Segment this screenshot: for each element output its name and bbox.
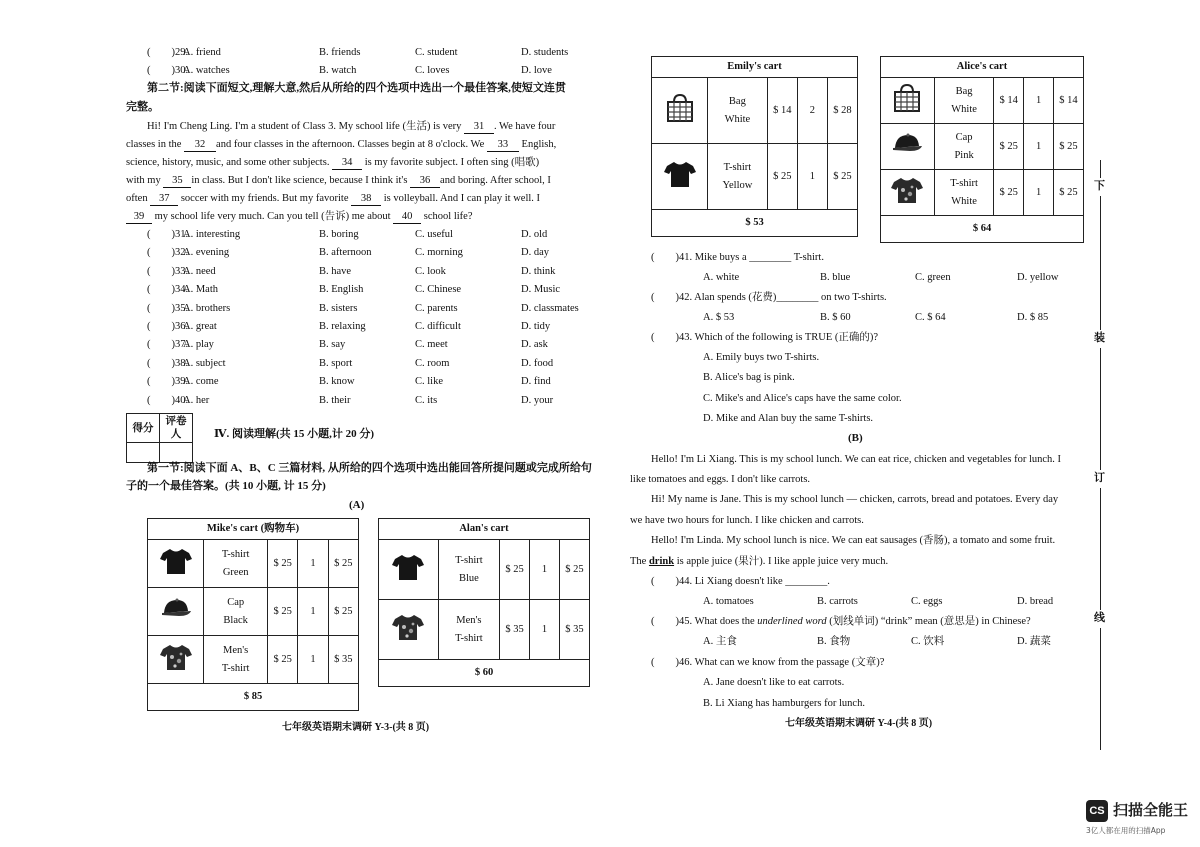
option-d: D. classmates [521, 302, 579, 314]
watermark-subtitle: 3亿人都在用的扫描App [1086, 826, 1166, 835]
cart-row [881, 170, 1084, 216]
item-name: Cap Black [204, 588, 268, 636]
score-label: 得分 [127, 414, 160, 443]
binding-line [1100, 160, 1101, 750]
question-46-stem: ( )46. What can we know from the passage (文章)? [651, 657, 885, 668]
option-d: D. food [521, 357, 554, 369]
blank-40: 40 [393, 210, 421, 224]
option-b: B. sisters [319, 302, 358, 314]
question-number: ( )39. [147, 376, 189, 388]
item-price: $ 25 [500, 540, 530, 600]
binding-char: 订 [1094, 470, 1105, 488]
mike-cart-table [147, 518, 359, 711]
question-number: ( )38. [147, 357, 189, 369]
option-c: C. morning [415, 247, 463, 259]
item-subtotal: $ 35 [328, 636, 358, 684]
item-subtotal: $ 25 [328, 588, 358, 636]
question-42-stem: ( )42. Alan spends (花费)________ on two T-shirts. [651, 292, 887, 303]
option-text: D. Mike and Alan buy the same T-shirts. [703, 413, 874, 424]
item-price: $ 35 [500, 600, 530, 660]
item-subtotal: $ 35 [559, 600, 589, 660]
bag-icon [890, 83, 924, 117]
cart-row [881, 124, 1084, 170]
option-c: C. parents [415, 302, 458, 314]
option-a: A. Math [183, 284, 218, 296]
question-row [147, 228, 607, 242]
passage-line: Hi! My name is Jane. This is my school lunch — chicken, carrots, bread and potatoes. Every day [651, 494, 1059, 505]
passage-line: like tomatoes and eggs. I don't like carrots. [630, 474, 811, 485]
question-row: ( )29. A. friend B. friends C. student D. students [147, 47, 569, 58]
question-row [147, 357, 607, 371]
tshirt-icon [391, 552, 425, 586]
item-name: T-shirt Green [204, 540, 268, 588]
item-name: Cap Pink [934, 124, 993, 170]
option-a: A. interesting [183, 229, 241, 240]
question-row [147, 320, 607, 334]
score-cell[interactable] [127, 443, 160, 463]
tshirt-pattern-icon [391, 612, 425, 646]
option-c: C. Chinese [415, 284, 462, 296]
blank-32: 32 [184, 138, 216, 152]
item-quantity: 1 [1024, 124, 1054, 170]
option-a: A. great [183, 321, 217, 332]
option-a: A. need [183, 265, 216, 277]
question-45-stem: ( )45. What does the underlined word (划线单词) “drink” mean (意思是) in Chinese? [651, 616, 1031, 627]
blank-35: 35 [163, 174, 191, 188]
item-quantity: 1 [530, 600, 560, 660]
option-c: C. meet [415, 339, 448, 351]
question-45-options: A. 主食 B. 食物 C. 饮料 D. 蔬菜 [703, 636, 1051, 647]
option-d: D. day [521, 247, 549, 259]
item-quantity: 1 [797, 144, 827, 210]
cart-row [652, 78, 858, 144]
option-b: B. afternoon [319, 247, 372, 259]
blank-33: 33 [487, 138, 519, 152]
option-c: C. room [415, 357, 450, 369]
blank-38: 38 [351, 192, 381, 206]
question-row [147, 246, 607, 260]
item-quantity: 1 [298, 588, 328, 636]
option-d: D. ask [521, 339, 548, 351]
score-box [126, 413, 193, 463]
option-b: B. English [319, 284, 364, 296]
option-b: B. relaxing [319, 321, 366, 332]
cart-row [881, 78, 1084, 124]
option-b: B. sport [319, 357, 353, 369]
section-instruction: 子的一个最佳答案。(共 10 小题, 计 15 分) [126, 480, 326, 492]
cart-total: $ 60 [379, 660, 590, 687]
cart-title: Mike's cart (购物车) [148, 519, 359, 540]
passage-line: Hello! I'm Li Xiang. This is my school lunch. We can eat rice, chicken and vegetables for lunch. I [651, 454, 1062, 465]
option-b: B. their [319, 394, 351, 406]
blank-36: 36 [410, 174, 440, 188]
item-quantity: 1 [298, 540, 328, 588]
item-subtotal: $ 28 [827, 78, 857, 144]
question-44-options: A. tomatoes B. carrots C. eggs D. bread [703, 596, 1054, 607]
passage-label-b: (B) [848, 432, 863, 444]
item-price: $ 25 [994, 124, 1024, 170]
alan-cart-table [378, 518, 590, 687]
binding-char: 装 [1094, 330, 1105, 348]
option-d: D. old [521, 229, 548, 240]
underlined-word: drink [648, 556, 675, 567]
blank-37: 37 [150, 192, 178, 206]
passage-label-a: (A) [349, 499, 365, 511]
question-43-stem: ( )43. Which of the following is TRUE (正确的)? [651, 332, 879, 343]
question-number: ( )32. [147, 247, 189, 259]
question-44-stem: ( )44. Li Xiang doesn't like ________. [651, 576, 830, 587]
section-instruction: 完整。 [126, 101, 159, 113]
option-d: D. your [521, 394, 554, 406]
option-c: C. useful [415, 229, 453, 240]
item-price: $ 25 [268, 588, 298, 636]
blank-34: 34 [332, 156, 362, 170]
question-row [147, 394, 607, 408]
item-subtotal: $ 25 [827, 144, 857, 210]
question-row: ( )30. A. watches B. watch C. loves D. love [147, 65, 552, 76]
question-row [147, 338, 607, 352]
question-row [147, 283, 607, 297]
item-price: $ 25 [767, 144, 797, 210]
item-quantity: 1 [1024, 170, 1054, 216]
question-number: ( )40. [147, 394, 189, 406]
item-quantity: 2 [797, 78, 827, 144]
option-text: B. Li Xiang has hamburgers for lunch. [703, 698, 865, 709]
option-d: D. Music [521, 284, 561, 296]
question-number: ( )35. [147, 302, 189, 314]
item-quantity: 1 [530, 540, 560, 600]
grader-label: 评卷人 [160, 414, 193, 443]
item-price: $ 25 [268, 636, 298, 684]
question-number: ( )33. [147, 265, 189, 277]
section-instruction: 第二节:阅读下面短文,理解大意,然后从所给的四个选项中选出一个最佳答案,使短文连贯 [147, 82, 566, 94]
tshirt-icon [663, 159, 697, 193]
option-b: B. have [319, 265, 352, 277]
cap-icon [890, 129, 924, 163]
cart-title: Emily's cart [652, 57, 858, 78]
item-subtotal: $ 25 [328, 540, 358, 588]
item-name: T-shirt Yellow [708, 144, 768, 210]
passage-line: Hello! I'm Linda. My school lunch is nice. We can eat sausages (香肠), a tomato and some fruit. [651, 535, 1056, 546]
item-quantity: 1 [1024, 78, 1054, 124]
option-d: D. tidy [521, 321, 551, 332]
cart-row [379, 600, 590, 660]
item-name: Men's T-shirt [204, 636, 268, 684]
section-instruction: 第一节:阅读下面 A、B、C 三篇材料, 从所给的四个选项中选出能回答所提问题或完成所给句 [147, 462, 592, 474]
cart-row [148, 636, 359, 684]
option-a: A. come [183, 376, 219, 388]
item-price: $ 25 [994, 170, 1024, 216]
camscanner-logo-icon: CS [1086, 800, 1108, 822]
item-price: $ 25 [268, 540, 298, 588]
item-name: Bag White [934, 78, 993, 124]
item-subtotal: $ 25 [1053, 170, 1083, 216]
cart-title: Alan's cart [379, 519, 590, 540]
item-name: Bag White [708, 78, 768, 144]
option-c: C. look [415, 265, 446, 277]
cart-row [652, 144, 858, 210]
item-subtotal: $ 25 [1053, 124, 1083, 170]
tshirt-icon [159, 546, 193, 580]
item-name: T-shirt White [934, 170, 993, 216]
alice-cart-table [880, 56, 1084, 243]
option-b: B. boring [319, 229, 359, 240]
item-name: T-shirt Blue [438, 540, 499, 600]
item-name: Men's T-shirt [438, 600, 499, 660]
emily-cart-table [651, 56, 858, 237]
cart-total: $ 64 [881, 216, 1084, 243]
item-subtotal: $ 14 [1053, 78, 1083, 124]
part-title: Ⅳ. 阅读理解(共 15 小题,计 20 分) [214, 428, 375, 440]
option-a: A. her [183, 394, 210, 406]
question-number: ( )37. [147, 339, 189, 351]
tshirt-pattern-icon [159, 642, 193, 676]
question-row [147, 302, 607, 316]
question-42-options: A. $ 53 B. $ 60 C. $ 64 D. $ 85 [703, 312, 1049, 323]
option-d: D. think [521, 265, 556, 277]
option-text: A. Emily buys two T-shirts. [703, 352, 820, 363]
option-text: B. Alice's bag is pink. [703, 372, 795, 383]
cap-icon [159, 594, 193, 628]
option-a: A. brothers [183, 302, 231, 314]
cart-total: $ 85 [148, 684, 359, 711]
passage-line: we have two hours for lunch. I like chicken and carrots. [630, 515, 864, 526]
option-a: A. subject [183, 357, 226, 369]
cart-title: Alice's cart [881, 57, 1084, 78]
cart-total: $ 53 [652, 210, 858, 237]
question-41-options: A. white B. blue C. green D. yellow [703, 272, 1059, 283]
option-a: A. evening [183, 247, 230, 259]
question-41-stem: ( )41. Mike buys a ________ T-shirt. [651, 252, 824, 263]
question-number: ( )31. [147, 229, 189, 240]
page-footer: 七年级英语期末调研 Y-3-(共 8 页) [282, 722, 430, 733]
grader-cell[interactable] [160, 443, 193, 463]
cart-row [379, 540, 590, 600]
page-footer: 七年级英语期末调研 Y-4-(共 8 页) [785, 718, 933, 729]
option-c: C. its [415, 394, 438, 406]
cart-row [148, 588, 359, 636]
item-price: $ 14 [994, 78, 1024, 124]
item-subtotal: $ 25 [559, 540, 589, 600]
option-text: C. Mike's and Alice's caps have the same color. [703, 393, 902, 404]
option-d: D. find [521, 376, 551, 388]
passage-line: The drink is apple juice (果汁). I like apple juice very much. [630, 556, 889, 567]
blank-31: 31 [464, 120, 494, 134]
option-b: B. say [319, 339, 346, 351]
option-c: C. difficult [415, 321, 461, 332]
item-quantity: 1 [298, 636, 328, 684]
watermark-name: 扫描全能王 [1113, 801, 1189, 819]
blank-39: 39 [126, 210, 152, 224]
question-number: ( )36. [147, 321, 189, 332]
binding-char: 线 [1094, 610, 1105, 628]
cart-row [148, 540, 359, 588]
question-row [147, 375, 607, 389]
option-a: A. play [183, 339, 214, 351]
question-number: ( )34. [147, 284, 189, 296]
binding-char: 下 [1094, 178, 1105, 196]
bag-icon [663, 93, 697, 127]
option-c: C. like [415, 376, 443, 388]
option-text: A. Jane doesn't like to eat carrots. [703, 677, 845, 688]
option-b: B. know [319, 376, 355, 388]
item-price: $ 14 [767, 78, 797, 144]
tshirt-pattern-icon [890, 175, 924, 209]
question-row [147, 265, 607, 279]
